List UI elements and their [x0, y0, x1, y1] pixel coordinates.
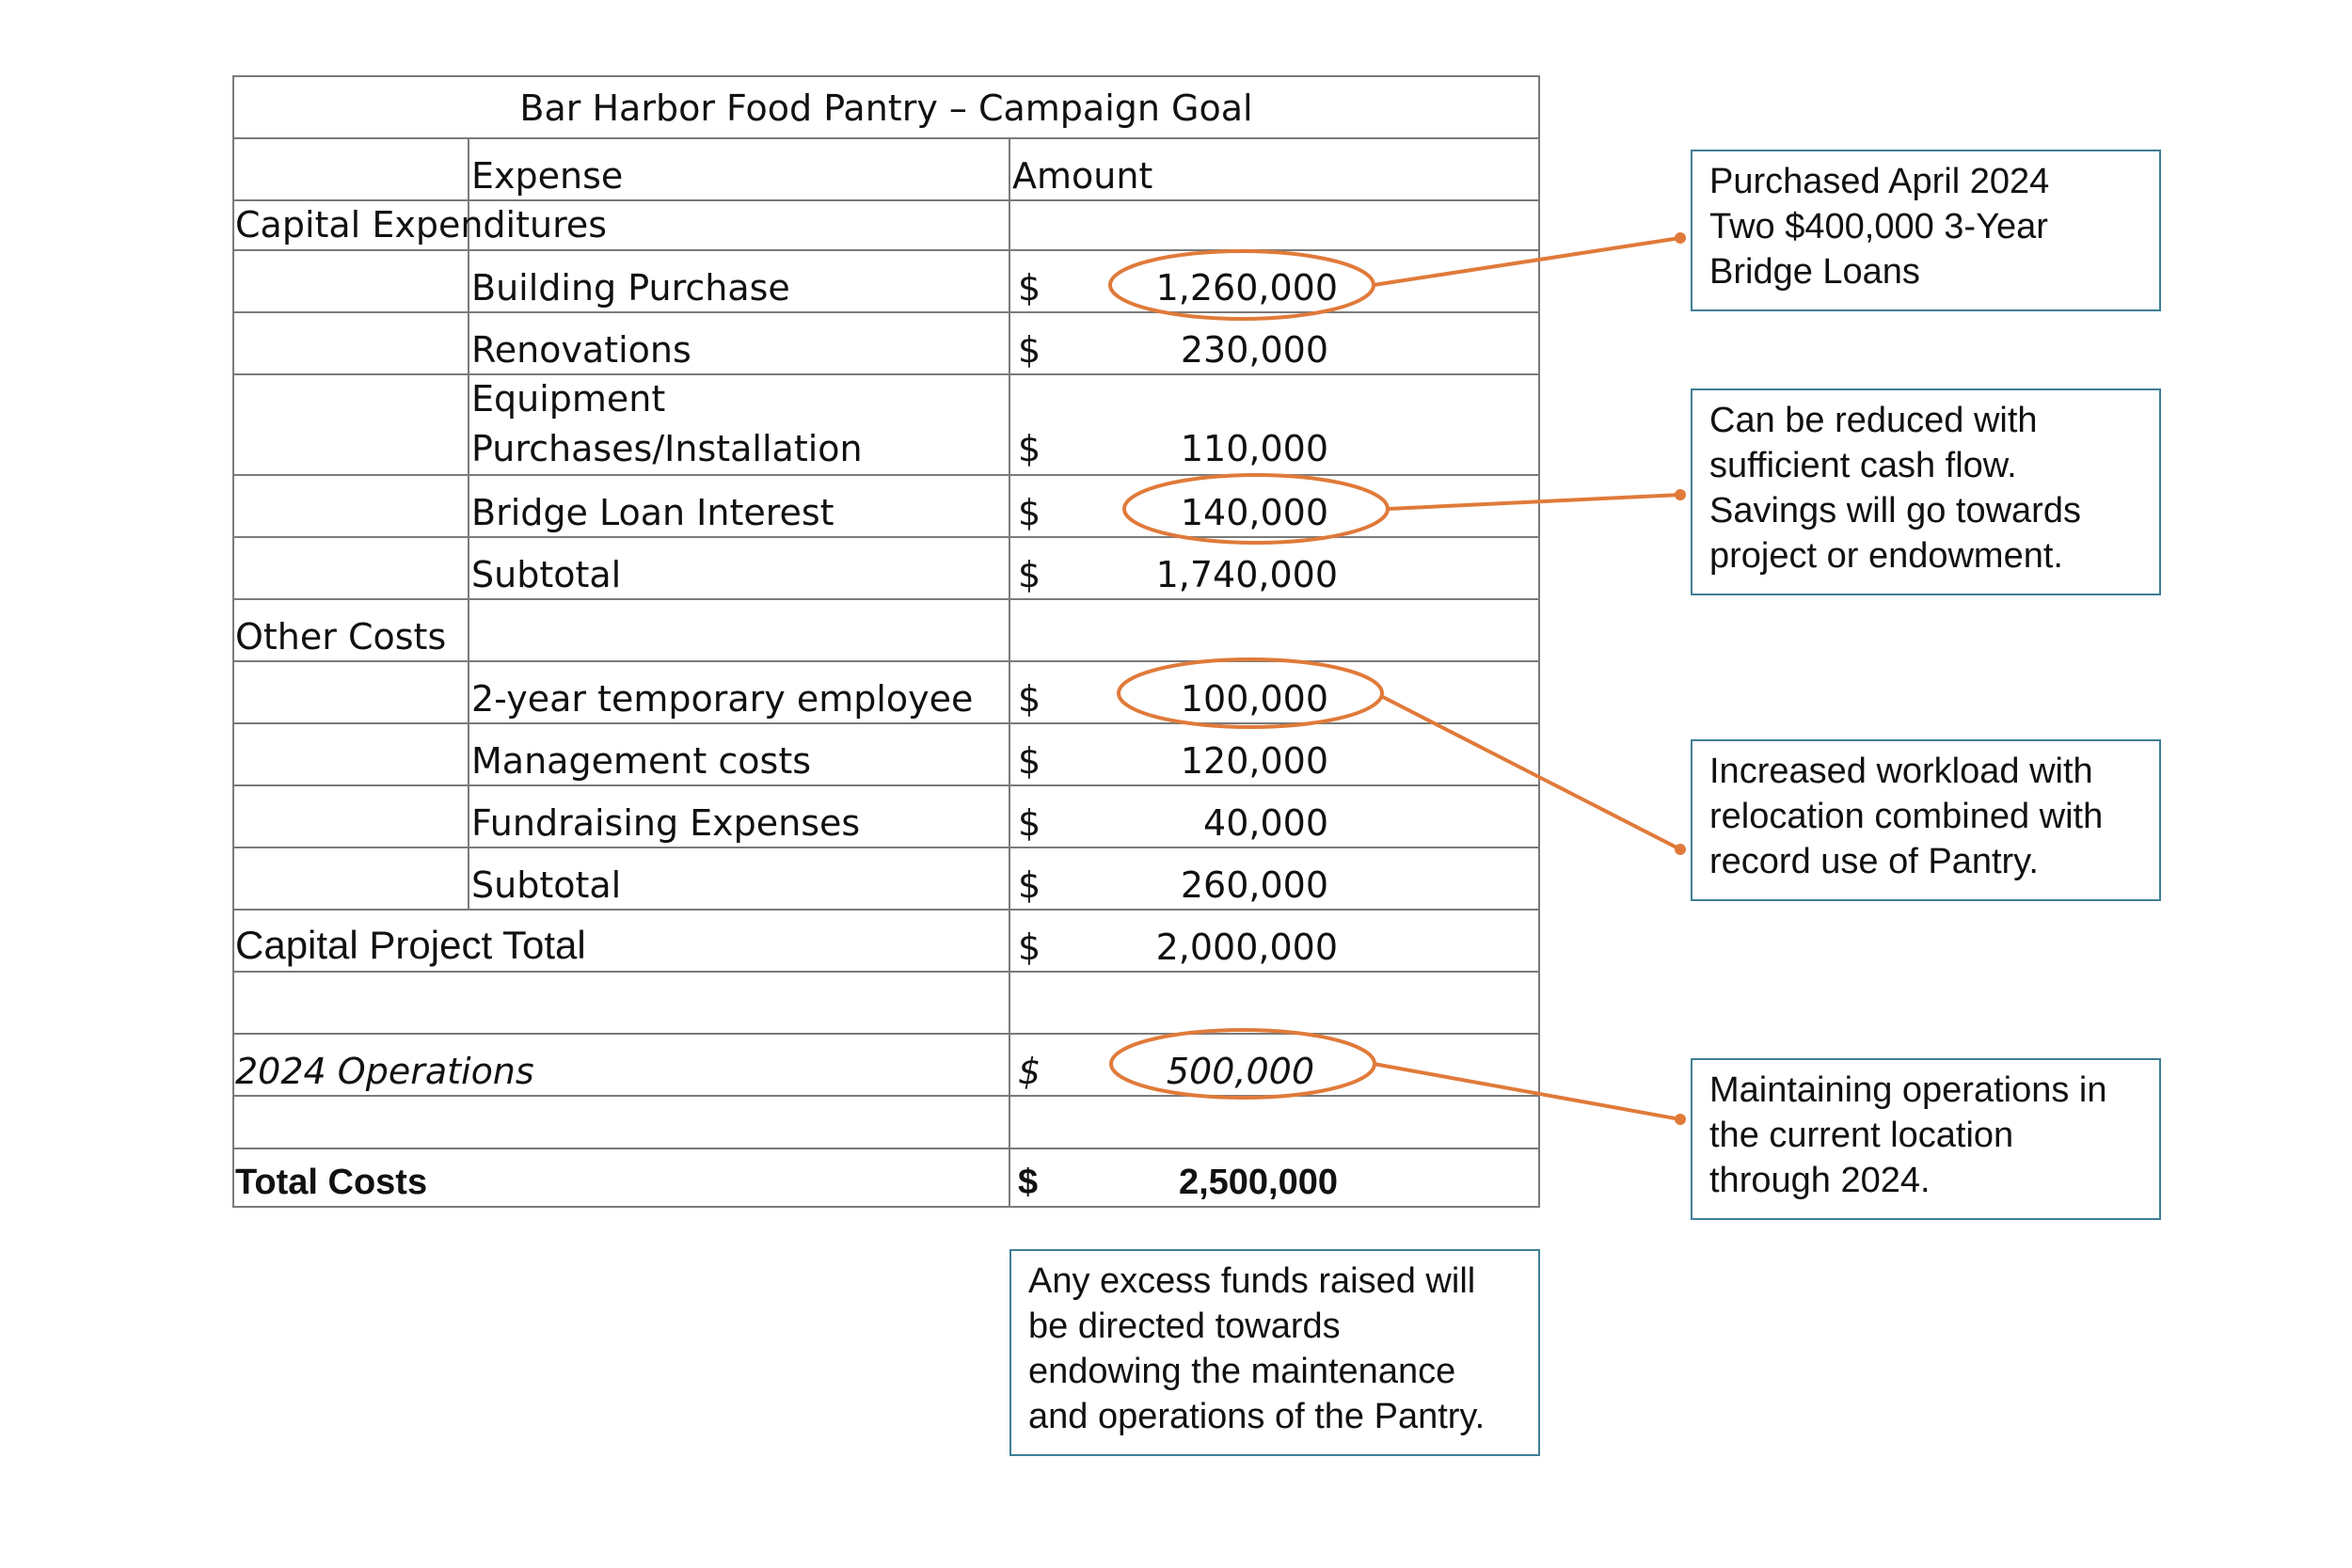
note-line: Maintaining operations in [1709, 1070, 2107, 1110]
note-bridge-loans [1691, 150, 2161, 311]
note-line: Purchased April 2024 [1709, 162, 2050, 201]
amount-value: 140,000 [1180, 492, 1328, 533]
note-line: sufficient cash flow. [1709, 446, 2017, 485]
note-line: endowing the maintenance [1028, 1352, 1456, 1391]
expense-label: Fundraising Expenses [471, 802, 861, 844]
section-capital-label: Capital Expenditures [235, 204, 608, 245]
project-total-amount: 2,000,000 [1155, 927, 1338, 968]
operations-label: 2024 Operations [235, 1051, 534, 1092]
table-row [232, 847, 1540, 911]
note-line: Increased workload with [1709, 752, 2093, 791]
note-line: Can be reduced with [1709, 401, 2038, 440]
note-interest [1691, 388, 2161, 595]
note-line: and operations of the Pantry. [1028, 1397, 1486, 1436]
expense-label: Subtotal [471, 864, 622, 906]
table-row [232, 722, 1540, 786]
operations-amount: 500,000 [1166, 1051, 1314, 1092]
note-line: relocation combined with [1709, 797, 2104, 836]
connector-dot [1675, 489, 1686, 500]
expense-label: Renovations [471, 329, 691, 371]
amount-value: 110,000 [1180, 428, 1328, 469]
operations-row [232, 1033, 1540, 1097]
note-line: Savings will go towards [1709, 491, 2081, 531]
expense-label: Bridge Loan Interest [471, 492, 834, 533]
project-total-label: Capital Project Total [235, 923, 586, 967]
blank-row [232, 1095, 1540, 1149]
currency-symbol: $ [1018, 802, 1041, 844]
project-total-row [232, 909, 1540, 973]
currency-symbol: $ [1018, 740, 1041, 782]
table-row [232, 536, 1540, 600]
table-header-row [232, 137, 1540, 201]
note-line: record use of Pantry. [1709, 842, 2039, 881]
section-other-row [232, 598, 1540, 662]
table-row [232, 373, 1540, 476]
note-workload [1691, 739, 2161, 901]
blank-row [232, 971, 1540, 1035]
table-row [232, 660, 1540, 724]
expense-label: Equipment [471, 378, 666, 420]
amount-value: 40,000 [1203, 802, 1328, 844]
amount-value: 230,000 [1180, 329, 1328, 371]
total-costs-label: Total Costs [235, 1163, 428, 1202]
table-title-row [232, 75, 1540, 139]
header-expense: Expense [471, 155, 624, 197]
amount-value: 260,000 [1180, 864, 1328, 906]
campaign-goal-table [232, 75, 1540, 1208]
note-line: Two $400,000 3-Year [1709, 207, 2048, 246]
table-row [232, 249, 1540, 313]
currency-symbol: $ [1018, 1163, 1039, 1202]
note-operations [1691, 1058, 2161, 1220]
expense-label: Building Purchase [471, 267, 790, 309]
connector-dot [1675, 1114, 1686, 1125]
header-amount: Amount [1012, 155, 1153, 197]
section-capital-row [232, 199, 1540, 251]
table-row [232, 474, 1540, 538]
note-excess-funds [1009, 1249, 1540, 1456]
currency-symbol: $ [1018, 492, 1041, 533]
note-line: Bridge Loans [1709, 252, 1920, 292]
connector-dot [1675, 232, 1686, 244]
total-costs-amount: 2,500,000 [1178, 1163, 1338, 1202]
note-line: through 2024. [1709, 1161, 1931, 1200]
note-line: be directed towards [1028, 1307, 1341, 1346]
expense-label: 2-year temporary employee [471, 678, 974, 720]
amount-value: 120,000 [1180, 740, 1328, 782]
total-costs-row [232, 1148, 1540, 1208]
currency-symbol: $ [1018, 428, 1041, 469]
amount-value: 100,000 [1180, 678, 1328, 720]
currency-symbol: $ [1018, 927, 1041, 968]
section-other-label: Other Costs [235, 616, 447, 657]
connector-dot [1675, 844, 1686, 855]
currency-symbol: $ [1018, 864, 1041, 906]
note-line: project or endowment. [1709, 536, 2063, 576]
expense-label-line2: Purchases/Installation [471, 428, 863, 469]
table-row [232, 311, 1540, 375]
currency-symbol: $ [1018, 267, 1041, 309]
table-row [232, 784, 1540, 848]
currency-symbol: $ [1018, 678, 1041, 720]
expense-label: Management costs [471, 740, 812, 782]
currency-symbol: $ [1018, 329, 1041, 371]
expense-label: Subtotal [471, 554, 622, 595]
currency-symbol: $ [1018, 554, 1041, 595]
amount-value: 1,740,000 [1155, 554, 1338, 595]
note-line: Any excess funds raised will [1028, 1261, 1476, 1301]
currency-symbol: $ [1018, 1051, 1041, 1092]
table-title: Bar Harbor Food Pantry – Campaign Goal [519, 87, 1253, 129]
note-line: the current location [1709, 1116, 2014, 1155]
amount-value: 1,260,000 [1155, 267, 1338, 309]
